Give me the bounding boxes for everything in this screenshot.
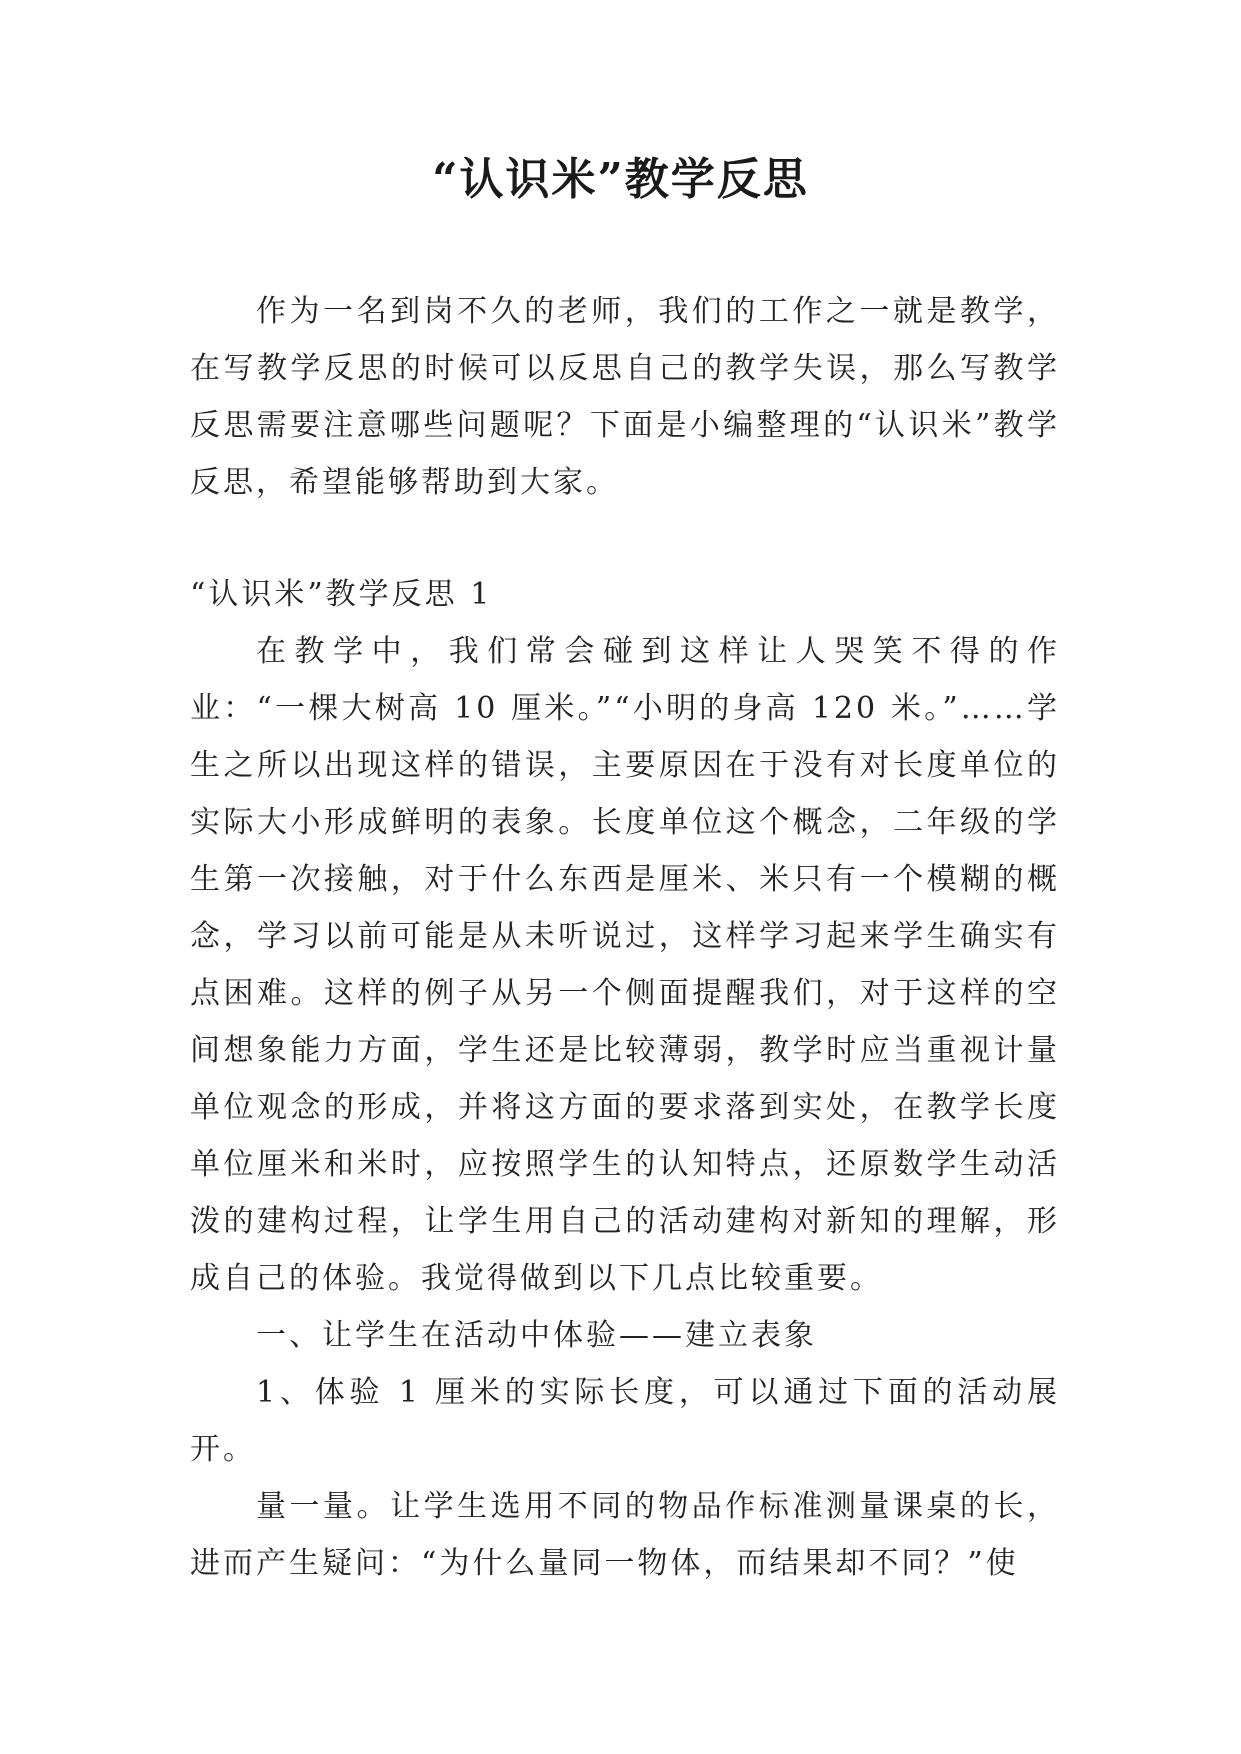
body-paragraph: 量一量。让学生选用不同的物品作标准测量课桌的长，进而产生疑问：“为什么量同一物体，而结果却不同？”使 xyxy=(190,1489,1060,1581)
list-item-paragraph: 1、体验 1 厘米的实际长度，可以通过下面的活动展开。 xyxy=(190,1375,1060,1467)
section-heading: “认识米”教学反思 1 xyxy=(190,577,493,612)
document-body xyxy=(190,283,1060,1592)
intro-paragraph: 作为一名到岗不久的老师，我们的工作之一就是教学，在写教学反思的时候可以反思自己的教学失误，那么写教学反思需要注意哪些问题呢？下面是小编整理的“认识米”教学反思，希望能够帮助到大家。 xyxy=(190,294,1060,500)
body-paragraph: 在教学中，我们常会碰到这样让人哭笑不得的作业：“一棵大树高 10 厘米。”“小明的身高 120 米。”……学生之所以出现这样的错误，主要原因在于没有对长度单位的实际大小形成鲜明的表象。长度单位这个概念，二年级的学生第一次接触，对于什么东西是厘米、米只有一个模糊的概念，学习以前可能是从未听说过，这样学习起来学生确实有点困难。这样的例子从另一个侧面提醒我们，对于这样的空间想象能力方面，学生还是比较薄弱，教学时应当重视计量单位观念的形成，并将这方面的要求落到实处，在教学长度单位厘米和米时，应按照学生的认知特点，还原数学生动活泼的建构过程，让学生用自己的活动建构对新知的理解，形成自己的体验。我觉得做到以下几点比较重要。 xyxy=(190,634,1060,1296)
document-title: “认识米”教学反思 xyxy=(432,154,809,205)
subheading-paragraph: 一、让学生在活动中体验——建立表象 xyxy=(256,1318,817,1353)
